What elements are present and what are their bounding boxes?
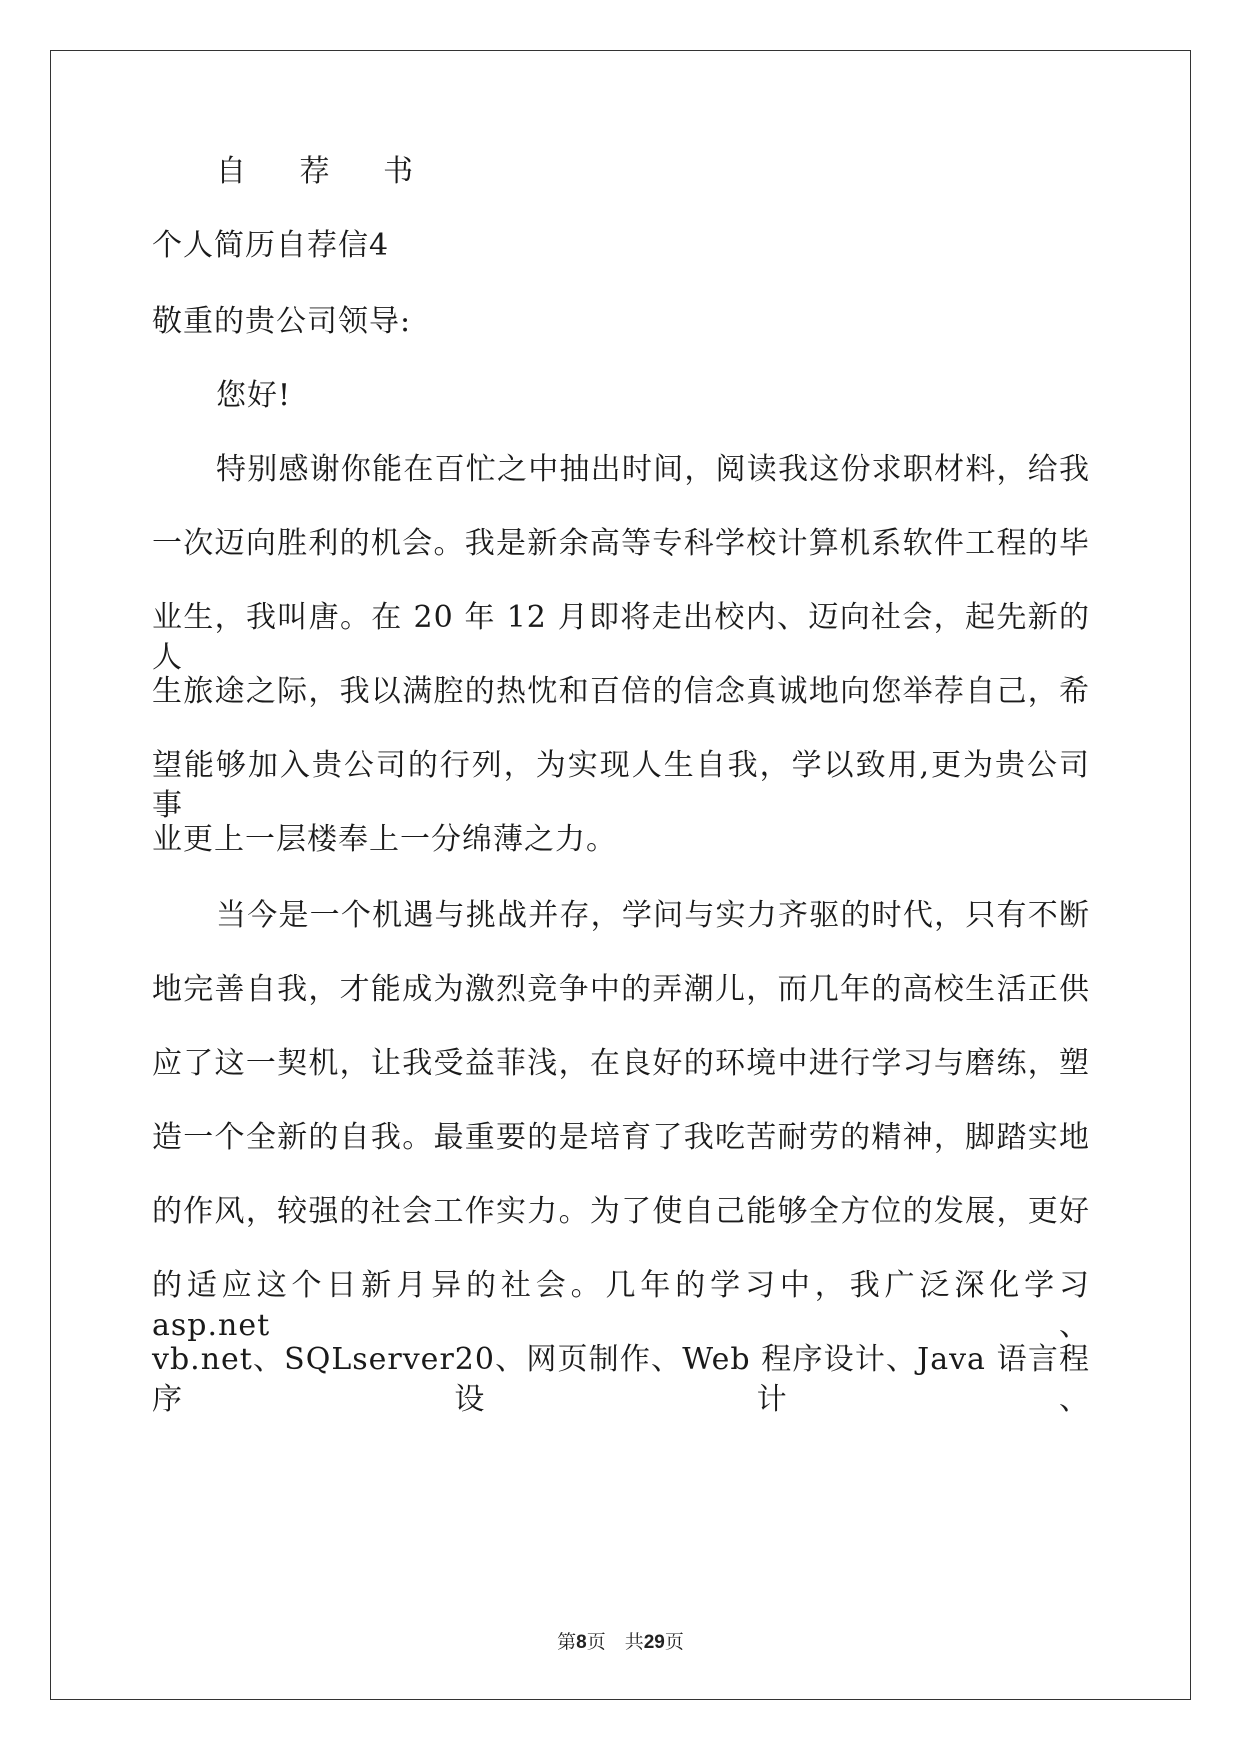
body-line-11: 的作风，较强的社会工作实力。为了使自己能够全方位的发展，更好 bbox=[152, 1194, 1090, 1229]
footer-middle: 页 共 bbox=[586, 1631, 644, 1653]
document-subtitle: 个人简历自荐信4 bbox=[152, 228, 390, 263]
document-heading: 自 荐 书 bbox=[216, 154, 436, 189]
body-line-4: 生旅途之际，我以满腔的热忱和百倍的信念真诚地向您举荐自己，希 bbox=[152, 674, 1090, 709]
body-line-12: 的适应这个日新月异的社会。几年的学习中，我广泛深化学习asp.net、 bbox=[152, 1268, 1090, 1343]
page-border bbox=[50, 50, 1191, 1700]
body-line-6: 业更上一层楼奉上一分绵薄之力。 bbox=[152, 822, 617, 857]
body-line-13: vb.net、SQLserver20、网页制作、Web 程序设计、Java 语言程序设计、 bbox=[152, 1342, 1090, 1417]
footer-prefix: 第 bbox=[557, 1631, 577, 1653]
footer-total-pages: 29 bbox=[643, 1632, 665, 1653]
body-line-1: 特别感谢你能在百忙之中抽出时间，阅读我这份求职材料，给我 bbox=[216, 452, 1090, 487]
body-line-7: 当今是一个机遇与挑战并存，学问与实力齐驱的时代，只有不断 bbox=[216, 898, 1090, 933]
body-line-3: 业生，我叫唐。在 20 年 12 月即将走出校内、迈向社会，起先新的人 bbox=[152, 600, 1090, 675]
body-line-9: 应了这一契机，让我受益菲浅，在良好的环境中进行学习与磨练，塑 bbox=[152, 1046, 1090, 1081]
body-line-10: 造一个全新的自我。最重要的是培育了我吃苦耐劳的精神，脚踏实地 bbox=[152, 1120, 1090, 1155]
footer-suffix: 页 bbox=[664, 1631, 684, 1653]
body-line-8: 地完善自我，才能成为激烈竞争中的弄潮儿，而几年的高校生活正供 bbox=[152, 972, 1090, 1007]
salutation: 敬重的贵公司领导: bbox=[152, 304, 412, 339]
page-footer bbox=[0, 1630, 1241, 1655]
greeting: 您好! bbox=[216, 378, 292, 413]
footer-page-number: 8 bbox=[576, 1632, 587, 1653]
body-line-2: 一次迈向胜利的机会。我是新余高等专科学校计算机系软件工程的毕 bbox=[152, 526, 1090, 561]
body-line-5: 望能够加入贵公司的行列，为实现人生自我，学以致用,更为贵公司事 bbox=[152, 748, 1090, 823]
